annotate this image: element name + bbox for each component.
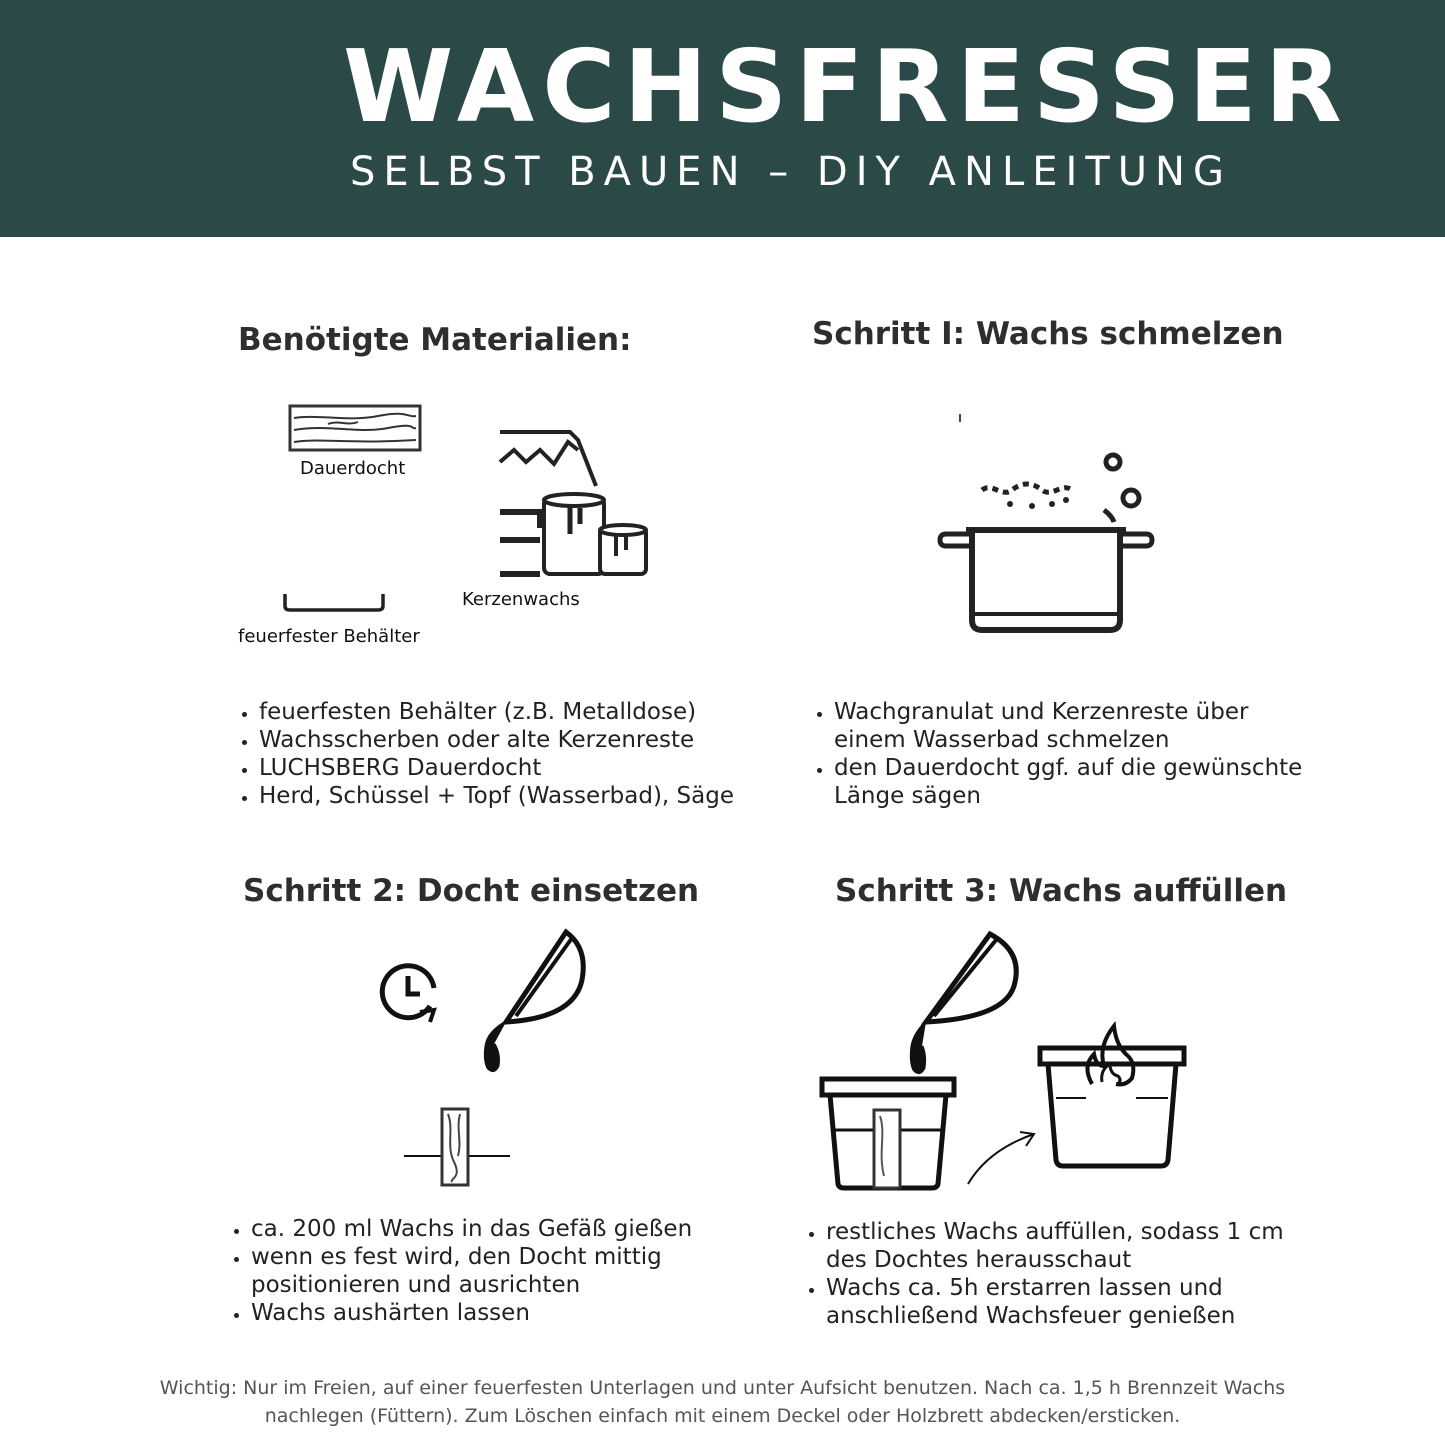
container-label: feuerfester Behälter	[238, 626, 420, 647]
step2-heading: Schritt 2: Docht einsetzen	[243, 873, 700, 909]
list-item: • den Dauerdocht ggf. auf die gewünschte Länge sägen	[834, 754, 1304, 810]
candle-wax-icon	[500, 428, 650, 578]
container-with-wax-icon	[820, 1076, 956, 1192]
list-item: • ca. 200 ml Wachs in das Gefäß gießen	[251, 1215, 771, 1243]
materials-list	[229, 698, 799, 810]
burning-container-icon	[1036, 1020, 1188, 1172]
wax-label: Kerzenwachs	[462, 589, 580, 610]
step3-heading: Schritt 3: Wachs auffüllen	[835, 873, 1288, 909]
wick-in-wax-icon	[404, 1106, 510, 1188]
page-title: WACHSFRESSER	[343, 28, 1350, 145]
header-banner	[0, 0, 1445, 237]
timer-icon	[380, 962, 440, 1024]
wick-board-icon	[288, 404, 422, 454]
step1-list	[804, 698, 1304, 810]
list-item: • Wachs ca. 5h erstarren lassen und anschließend Wachsfeuer genießen	[826, 1274, 1306, 1330]
page-subtitle: SELBST BAUEN – DIY ANLEITUNG	[350, 149, 1232, 195]
list-item: • restliches Wachs auffüllen, sodass 1 cm des Dochtes herausschaut	[826, 1218, 1306, 1274]
list-item: • LUCHSBERG Dauerdocht	[259, 754, 799, 782]
step2-list	[221, 1215, 771, 1327]
list-item: • Wachsscherben oder alte Kerzenreste	[259, 726, 799, 754]
cooking-pot-icon	[936, 410, 1156, 636]
list-item: • Wachgranulat und Kerzenreste über einem Wasserbad schmelzen	[834, 698, 1304, 754]
step1-heading: Schritt I: Wachs schmelzen	[812, 316, 1284, 352]
list-item: • Wachs aushärten lassen	[251, 1299, 771, 1327]
step3-list	[796, 1218, 1306, 1330]
container-icon	[282, 592, 386, 612]
materials-heading: Benötigte Materialien:	[238, 322, 632, 358]
pouring-bowl-step3-icon	[900, 930, 1024, 1078]
footer-note: Wichtig: Nur im Freien, auf einer feuerfesten Unterlagen und unter Aufsicht benutzen. Nach ca. 1,5 h Brennzeit Wachs nachlegen (Füttern). Zum Löschen einfach mit einem Deckel oder Holzbrett abdecken/ersticken.	[159, 1377, 1286, 1427]
arrow-icon	[966, 1128, 1038, 1186]
list-item: • Herd, Schüssel + Topf (Wasserbad), Säge	[259, 782, 799, 810]
list-item: • wenn es fest wird, den Docht mittig positionieren und ausrichten	[251, 1243, 771, 1299]
wick-label: Dauerdocht	[300, 458, 406, 479]
list-item: • feuerfesten Behälter (z.B. Metalldose)	[259, 698, 799, 726]
pouring-bowl-icon	[470, 928, 590, 1076]
